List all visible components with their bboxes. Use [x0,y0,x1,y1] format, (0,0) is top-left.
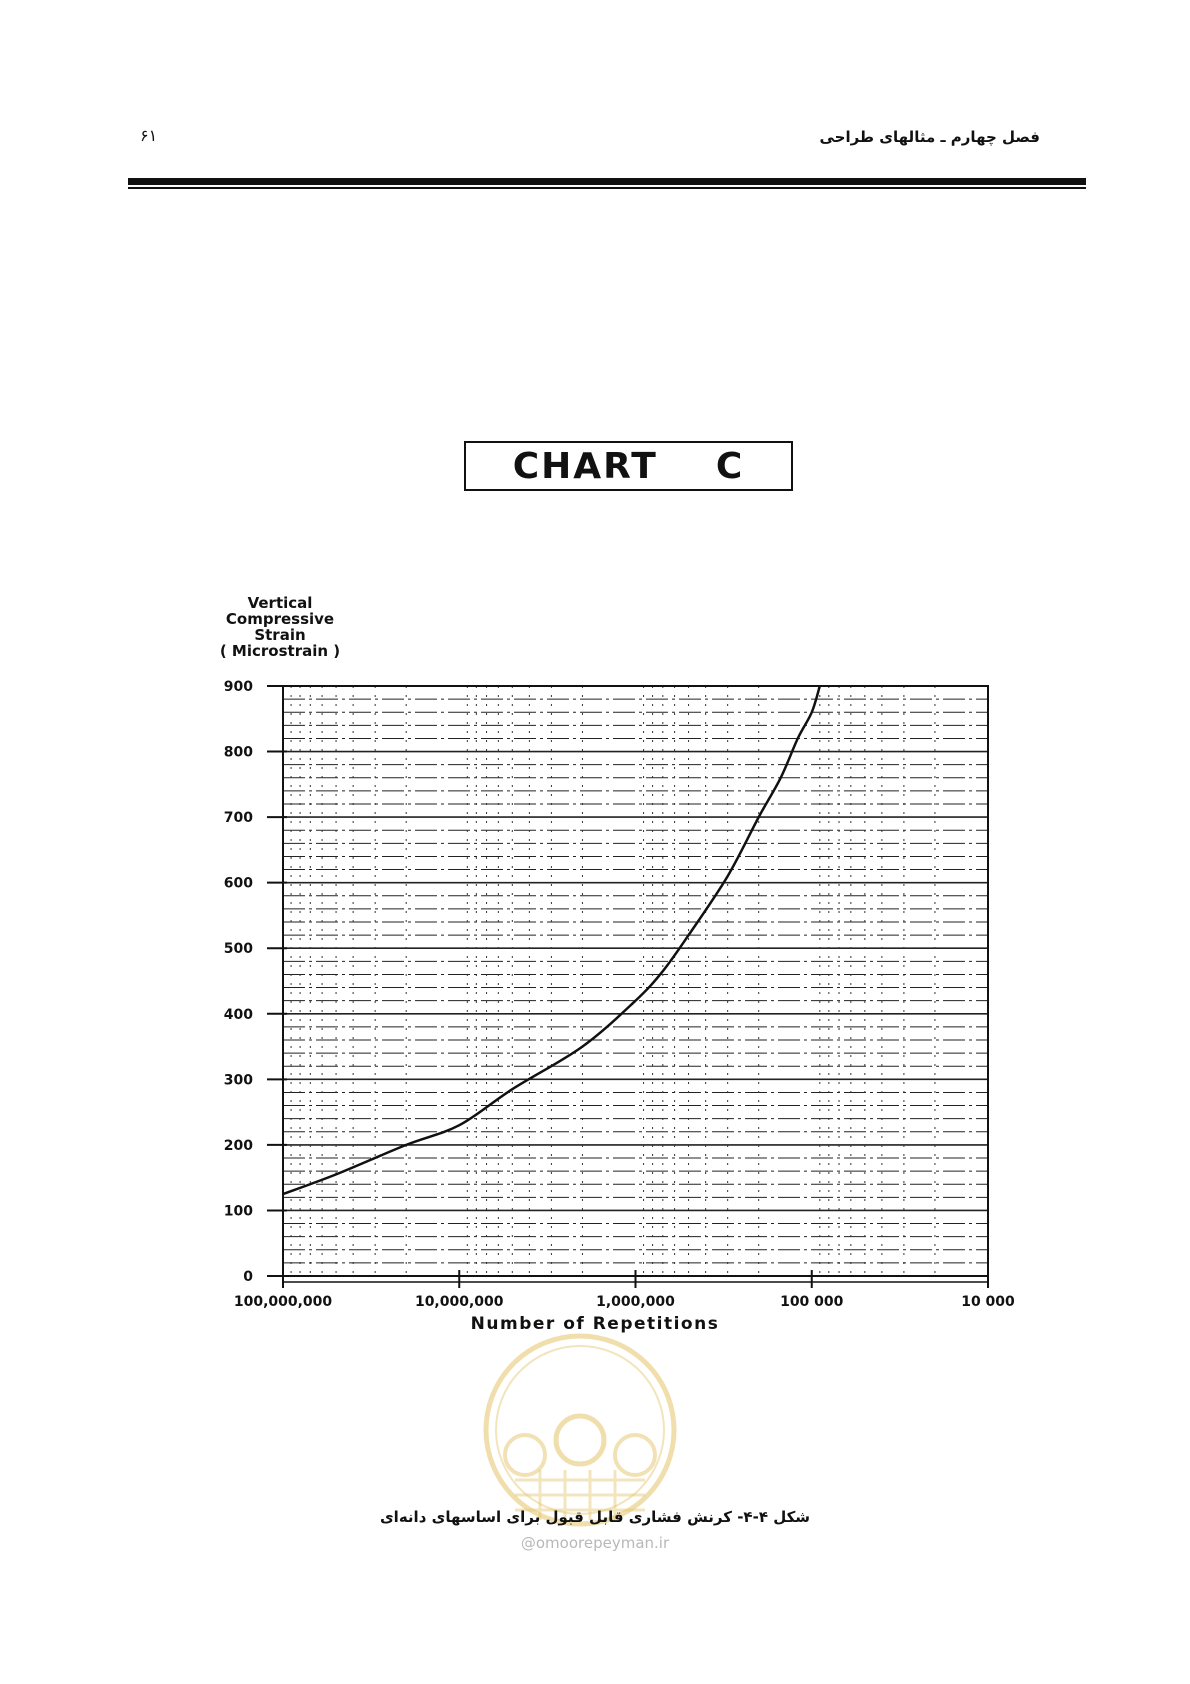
x-tick-label: 100,000,000 [233,1294,333,1310]
series-line [283,686,820,1194]
watermark-emblem [480,1330,680,1530]
y-axis-label-line: Vertical [247,594,313,612]
y-tick-label: 600 [223,875,253,892]
plot-frame [283,686,988,1276]
x-tick-label: 10 000 [961,1294,1015,1310]
x-tick-label: 100 000 [780,1294,844,1310]
y-axis-label-line: Strain [254,626,306,644]
chart-title: CHART C [512,445,745,487]
y-tick-label: 400 [223,1006,253,1023]
y-tick-label: 900 [223,679,253,695]
watermark-url: @omoorepeyman.ir [520,1534,670,1552]
y-tick-label: 0 [243,1269,253,1285]
x-tick-label: 1,000,000 [596,1294,675,1310]
x-axis-label: Number of Repetitions [470,1314,720,1334]
page-header-title: فصل چهارم ـ مثالهای طراحی [819,128,1040,146]
y-axis-label-line: Compressive [225,610,335,628]
y-tick-label: 500 [223,941,253,958]
y-tick-label: 700 [223,810,253,827]
figure-caption: شکل ۴-۴- کرنش فشاری قابل قبول برای اساسهای دانه‌ای [379,1508,811,1526]
y-tick-label: 800 [223,744,253,761]
x-tick-label: 10,000,000 [414,1294,504,1310]
chart-series [283,686,820,1194]
chart-grid [283,686,988,1276]
chart-ticks [224,679,1015,1310]
page-number: ۶۱ [140,126,158,145]
y-tick-label: 100 [223,1203,253,1220]
y-tick-label: 200 [223,1137,253,1154]
y-axis-label-line: ( Microstrain ) [219,642,341,660]
y-tick-label: 300 [223,1072,253,1089]
